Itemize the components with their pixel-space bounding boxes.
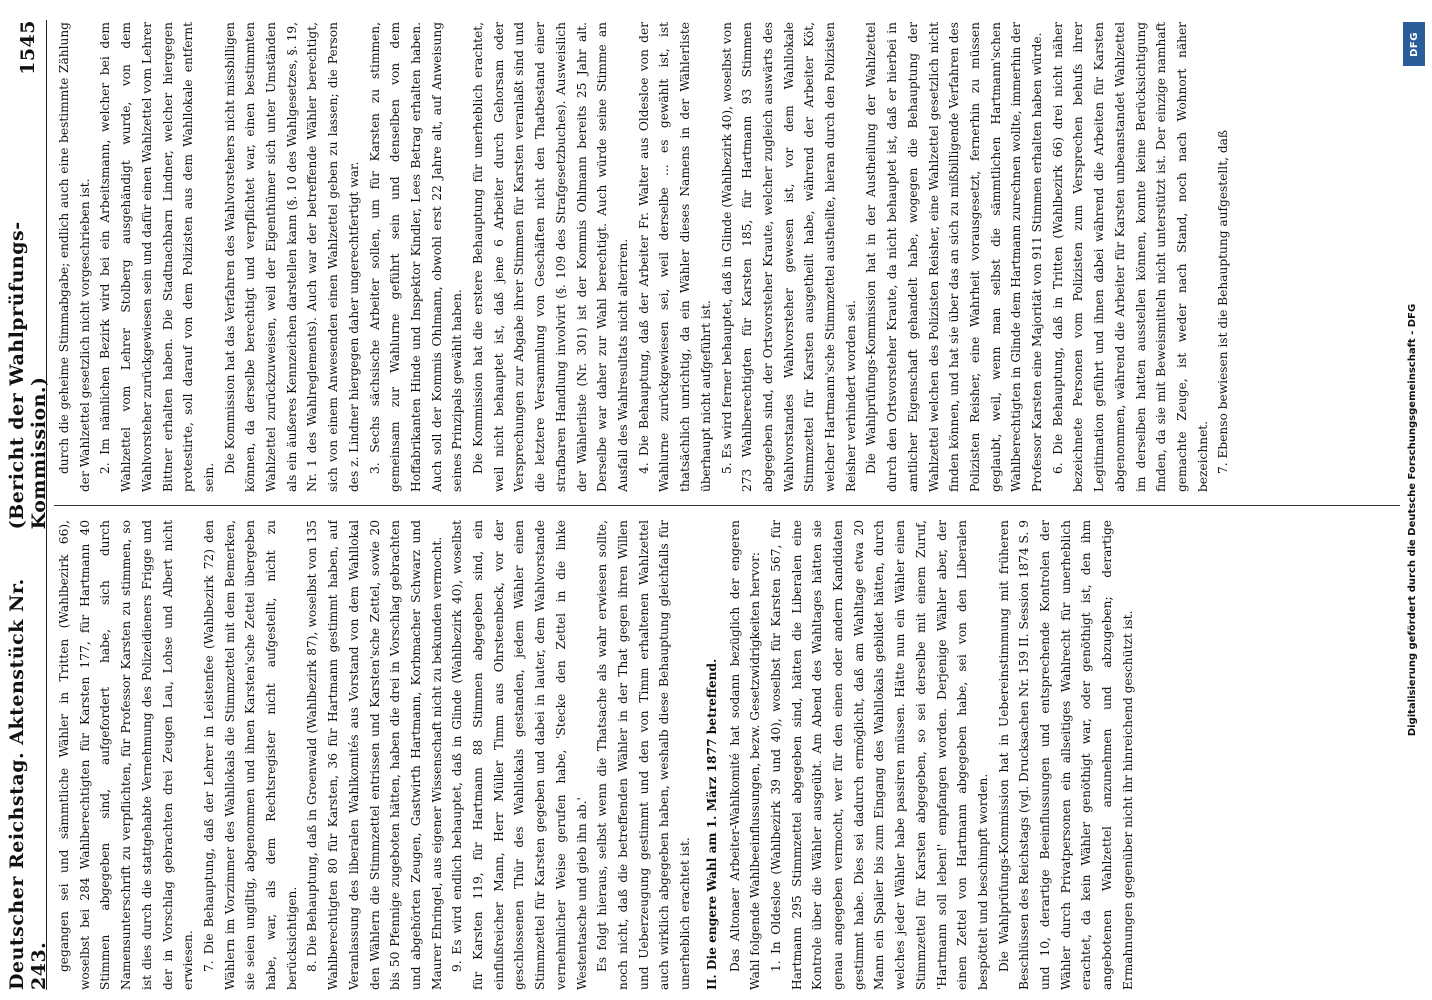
header-left: Deutscher Reichstag. Aktenstück Nr. 243. [6,578,50,990]
text-columns [54,20,1400,990]
left-column [54,520,1400,990]
page-header [6,20,50,990]
left-column-paragraph: 7. Die Behauptung, daß der Lehrer in Leistenfee (Wahlbezirk 72) den Wählern im Vorzimmer des Wahllokals die Stimmzettel mit dem Bemerken, sie seien ungiltig, abgenommen und ihnen Karsten'sche Zettel übergeben habe, war, als dem Rechtsregister nicht aufgestellt, nicht zu berücksichtigen. [201,520,299,990]
left-column-paragraph: Es folgt hieraus, selbst wenn die Thatsache als wahr erwiesen sollte, noch nicht, daß die betreffenden Wähler in der That gegen ihren Willen und Ueberzeugung gestimmt und den von Timm erhaltenen Wahlzettel auch wirklich abgegeben haben, weshalb diese Behauptung gleichfalls für unerheblich erachtet ist. [595,520,693,990]
right-column-paragraph: 3. Sechs sächsische Arbeiter sollen, um für Karsten zu stimmen, gemeinsam zur Wahlurne geführt sein und denselben von dem Hoffabrikanten Hinde und Inspektor Kindler, Lees Betrag erhalten haben. Auch soll der Kommis Ohlmann, obwohl erst 22 Jahre alt, auf Anweisung seines Prinzipals gewählt haben. [367,22,465,492]
right-column-paragraph: Die Kommission hat das Verfahren des Wahlvorstehers nicht missbilligen können, da derselbe berechtigt und verpflichtet war, einen bestimmten Wahlzettel zurückzuweisen, weil der Eigenthümer sich unter Umständen als ein äußeres Kennzeichen darstellen kann (§. 10 des Wahlgesetzes, §. 19, Nr. 1 des Wahlreglements). Auch war der betreffende Wähler berechtigt, sich von einem Anwesenden einen Wahlzettel geben zu lassen; die Person des z. Lindner hiergegen daher ungerechtfertigt war. [222,22,361,492]
left-column-paragraph: 9. Es wird endlich behauptet, daß in Glinde (Wahlbezirk 40), woselbst für Karsten 119, für Hartmann 88 Stimmen abgegeben sind, ein einflußreicher Mann, Herr Müller Timm aus Ohrsteenbeck, vor der geschlossenen Thür des Wahllokals gestanden, jedem Wähler einen Stimmzettel für Karsten gegeben und dabei in lauter, dem Wahlvorstande vernehmlicher Weise gerufen habe, 'Stecke den Zettel in die linke Westentasche und gieb ihn ab.' [450,520,589,990]
right-column-paragraph: Die Kommission hat die erstere Behauptung für unerheblich erachtet, weil nicht behauptet ist, daß jene 6 Arbeiter durch Gehorsam oder Versprechungen zur Abgabe ihrer Stimmen für Karsten veranlaßt sind und die letztere Versammlung von Geschäften nicht den Thatbestand einer strafbaren Handlung involvirt (§. 109 des Strafgesetzbuches). Ausweislich der Wählerliste (Nr. 301) ist der Kommis Ohlmann bereits 25 Jahr alt. Derselbe war daher zur Wahl berechtigt. Auch würde seine Stimme an Ausfall des Wahlresultats nicht alteriren. [471,22,630,492]
header-center: (Bericht der Wahlprüfungs-Kommission.) [6,221,50,530]
dfg-logo-text: DFG [1408,31,1420,57]
left-column-paragraph: Das Altonaer Arbeiter-Wahlkomité hat sodann bezüglich der engeren Wahl folgende Wahlbeeinflussungen, bezw. Gesetzwidrigkeiten hervor: [727,520,763,990]
right-column-paragraph: 5. Es wird ferner behauptet, daß in Glinde (Wahlbezirk 40), woselbst von 273 Wahlberechtigten für Karsten 185, für Hartmann 93 Stimmen abgegeben sind, der Ortsvorsteher Kraute, welcher zugleich auswärts des Wahlvorstandes Wahlvorsteher gewesen ist, vor dem Wahllokale Stimmzettel für Karsten ausgetheilt habe, während der Arbeiter Köt, welcher Hartmann'sche Stimmzettel austheilte, hieran durch den Polizisten Reisher verhindert worden sei. [719,22,858,492]
column-rule [54,505,1400,506]
right-column-paragraph: 4. Die Behauptung, daß der Arbeiter Fr. Walter aus Oldesloe von der Wahlurne zurückgewiesen sei, weil derselbe ... es gewählt ist, ist thatsächlich unrichtig, da ein Wähler dieses Namens in der Wählerliste überhaupt nicht aufgeführt ist. [636,22,713,492]
dfg-logo [1403,22,1425,66]
left-column-paragraph: 1. In Oldesloe (Wahlbezirk 39 und 40), woselbst für Karsten 567, für Hartmann 295 Stimmzettel abgegeben sind, hätten die Liberalen eine Kontrole über die Wähler ausgeübt. Am Abend des Wahltages hätten sie genau angegeben vermocht, wer für den einen oder andern Kandidaten gestimmt habe. Dies sei dadurch ermöglicht, daß am Wahltage etwa 20 Mann ein Spalier bis zum Eingang des Wahllokals gebildet hätten, durch welches jeder Wähler habe passiren müssen. Hätte nun ein Wähler einen Stimmzettel für Karsten abgegeben, so sei derselbe mit einem Zuruf, 'Hartmann soll leben!' empfangen worden. Derjenige Wähler aber, der einen Zettel von Hartmann abgegeben habe, sei von den Liberalen bespöttelt und beschimpft worden. [768,520,990,990]
right-column-paragraph: durch die geheime Stimmabgabe; endlich auch eine bestimmte Zählung der Wahlzettel gesetzlich nicht vorgeschrieben ist. [57,22,92,492]
left-column-paragraph: Die Wahlprüfungs-Kommission hat in Uebereinstimmung mit früheren Beschlüssen des Reichstags (vgl. Drucksachen Nr. 159 II. Session 1874 S. 9 und 10, derartige Beeinflussungen und entsprechende Kontrolen der Wähler durch Privatpersonen ein allseitiges Wahlrecht für unerheblich erachtet, da kein Wähler genöthigt war, oder genöthigt ist, den ihm angebotenen Wahlzettel anzunehmen und abzugeben; derartige Ermahnungen gegenüber nicht ihr hinreichend geschützt ist. [996,520,1135,990]
right-column-paragraph: 6. Die Behauptung, daß in Tritten (Wahlbezirk 66) drei nicht näher bezeichnete Personen vom Polizisten zum Versprechen behufs ihrer Legitimation geführt und ihnen dabei während die Arbeiten für Karsten abgenommen, während die Arbeiter für Karsten unbeanstandet Wahlzettel im derselben hatten ausstellen können, konnte keine Berücksichtigung finden, da sie mit Beweismitteln nicht unterstützt ist. Der einzige namhaft gemachte Zeuge, ist weder nach Stand, noch nach Wohnort näher bezeichnet. [1050,22,1210,492]
right-column-paragraph: 2. Im nämlichen Bezirk wird bei ein Arbeitsmann, welcher bei dem Wahlzettel vom Lehrer Stolberg ausgehändigt wurde, von dem Wahlvorsteher zurückgewiesen sein und dafür einen Wahlzettel vom Lehrer Bittner erhalten haben. Die Stadtnachbarn Lindner, welcher hiergegen protestirte, soll darauf von dem Polizisten aus dem Wahllokale entfernt sein. [98,22,216,492]
right-column-paragraph: Die Wahlprüfungs-Kommission hat in der Austheilung der Wahlzettel durch den Ortsvorsteher Kraute, da nicht behauptet ist, daß er hierbei in amtlicher Eigenschaft gehandelt habe, wogegen die Behauptung der Wahlzettel welchen des Polizisten Reisher, eine Wahlzettel gesetzlich nicht finden können, und hat sie über das an sich zu mißbilligende Verfahren des Polizisten Reisher, eine Wahrheit vorausgesetzt, fernerhin zu müssen geglaubt, weil, wenn man selbst die sämmtlichen Hartmann'schen Wahlberechtigten in Glinde dem Hartmann zurechnen wollte, immerhin der Professor Karsten eine Majorität von 911 Stimmen erhalten haben würde. [864,22,1045,492]
digitization-credit-text: Digitalisierung gefördert durch die Deutsche Forschungsgemeinschaft - DFG [1407,303,1418,737]
right-column-paragraph: 7. Ebenso bewiesen ist die Behauptung aufgestellt, daß [1216,129,1231,474]
left-column-paragraph: 8. Die Behauptung, daß in Groenwald (Wahlbezirk 87), woselbst von 135 Wahlberechtigten 80 für Karsten, 36 für Hartmann gestimmt haben, auf Veranlassung des liberalen Wahlkomités aus Vorstand von dem Wahllokal den Wählern die Stimmzettel entrissen und Karsten'sche Zettel, sowie 20 bis 50 Pfennige zugeboten hätten, haben die drei in Vorschlag gebrachten und abgehörten Zeugen, Gastwirth Hartmann, Korbmacher Schwarz und Maurer Ehringel, aus eigener Wissenschaft nicht zu bekunden vermocht. [305,520,444,990]
left-column-paragraph: gegangen sei und sämmtliche Wähler in Tritten (Wahlbezirk 66), woselbst bei 284 Wahlberechtigten für Karsten 177, für Hartmann 40 Stimmen abgegeben sind, aufgefordert habe, sich durch Namensunterschrift zu verpflichten, für Professor Karsten zu stimmen, so ist dies durch die stattgehabte Vernehmung des Polizeidieners Frigge und der in Vorschlag gebrachten drei Zeugen Lau, Lohse und Albert nicht erwiesen. [57,520,196,990]
page-number: 1545 [17,20,39,75]
rotated-page-content [6,20,1405,990]
right-column [54,22,1400,492]
left-column-paragraph: II. Die engere Wahl am 1. März 1877 betreffend. [704,658,719,990]
